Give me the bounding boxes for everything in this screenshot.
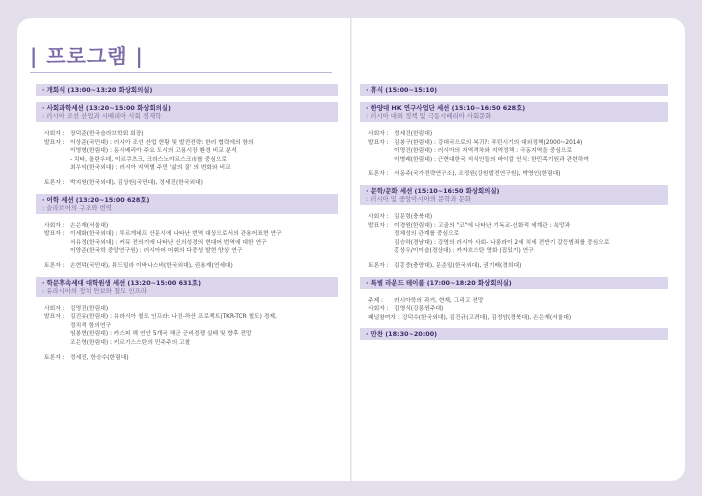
chair-name: 손은재(서울대)	[70, 222, 109, 229]
presenter-label: 발표자 :	[44, 139, 65, 146]
presenter-item: 홍상우/이이슬(경상대) : 카자흐스탄 영화 (집있기) 연구	[394, 248, 534, 255]
chair-name: 김영식(강릉원주대)	[394, 306, 444, 313]
session-title: · 학문후속세대 대학원생 세션 (13:20~15:00 631호)	[42, 278, 202, 287]
session-subtitle: : 슬라브어의 구조와 번역	[42, 203, 112, 212]
page-title: | 프로그램 |	[30, 44, 144, 68]
presenter-item: 이병래(한림대) : 근현대한국 지식인들의 바이칼 인식: 한민족기원과 관련하여	[394, 156, 589, 163]
presenter-item: 정치적 함의연구	[70, 322, 112, 329]
presenter-label: 발표자 :	[44, 231, 65, 238]
discussant-names: 서동주(국가전략연구소), 조정원(강원발전연구원), 박영인(한림대)	[394, 171, 561, 178]
title-divider	[30, 72, 332, 73]
session-body	[360, 289, 668, 323]
successor-session-header	[36, 277, 338, 297]
session-body	[36, 214, 338, 271]
presenter-item: 김승하(경남대) : 강영의 러시아 사회- 나롱라이 2세 치세 전반기 갈등범죄를 중심으로	[394, 239, 610, 246]
dinner-bar: · 만찬 (18:30~20:00)	[360, 328, 668, 340]
session-subtitle: : 유라시아의 정치 안보와 철도 인프라	[42, 286, 147, 295]
presenter-list	[394, 222, 609, 256]
topic-text: 러시아학의 과거, 현재, 그리고 전망	[394, 297, 484, 304]
presenter-label: 발표자 :	[44, 314, 65, 321]
session-body	[360, 122, 668, 179]
session-title: · 어학 세션 (13:20~15:00 628호)	[42, 195, 150, 204]
presenter-item: 최우익(한국외대) : 러시아 지역별 주민 '삶의 질' 의 변화와 비교	[70, 165, 231, 172]
chair-name: 정세진(한림대)	[394, 131, 433, 137]
session-subtitle: : 러시아 조선 산업과 시베리아 사회 경제학	[42, 112, 162, 120]
session-body	[360, 205, 668, 271]
session-title: · 사회과학세션 (13:20~15:00 화상회의실)	[42, 104, 171, 112]
panel-label: 패널참여자 :	[368, 314, 400, 321]
discussant-names: 김홍중(충양대), 문준일(한국외대), 권기배(경희대)	[394, 262, 522, 269]
presenter-list	[394, 139, 589, 165]
chair-name: 김영진(한림대)	[70, 305, 109, 312]
presenter-item: 이상준(국민대) : 러시아 조선 산업 현황 및 발전전략: 한러 협력에의 함의	[70, 139, 254, 146]
roundtable-session	[360, 277, 668, 323]
session-subtitle: : 러시아 대외 정책 및 극동시베리아 사회문화	[366, 112, 492, 120]
session-body	[36, 122, 338, 188]
presenter-item: 이영진(한림대) : 러시아의 지역격차와 지역정책 : 극동지역을 중심으로	[394, 148, 573, 155]
presenter-item: - 치타, 울란우데, 이르쿠츠크, 크라스노야르스크市를 중심으로	[70, 156, 228, 163]
discussant-names: 박지원(한국외대), 김상원(국민대), 정세진(한국외대)	[70, 179, 203, 186]
topic-label: 주제 :	[368, 297, 383, 304]
presenter-item: 정체성의 관계를 중심으로	[394, 231, 460, 238]
session-subtitle: : 러시아 및 중앙아시아의 문학과 문화	[366, 194, 471, 203]
chair-label: 사회자 :	[368, 213, 389, 220]
presenter-item: 조은영(한림대) : 키르기스스탄의 민주주의 고찰	[70, 339, 191, 346]
presenter-item: 김봉구(한림대) : 강대국으로의 복귀?: 푸틴시기의 대외정책(2000~2014)	[394, 139, 583, 146]
discussant-names: 손현덕(국민대), 류드밀라 이바나스비(한국외대), 권용재(연세대)	[70, 262, 233, 269]
hk-session	[360, 102, 668, 179]
discussant-label: 토론자 :	[44, 262, 65, 269]
roundtable-header: · 특별 라운드 테이블 (17:00~18:20 화상회의실)	[360, 277, 668, 289]
language-session-header	[36, 194, 338, 214]
presenter-list	[70, 313, 277, 347]
discussant-names: 정세진, 한승수(한림대)	[70, 354, 129, 361]
chair-label: 사회자 :	[44, 131, 65, 137]
chair-name: 김문령(충북대)	[394, 213, 433, 220]
presenter-list	[70, 139, 254, 173]
chair-label: 사회자 :	[44, 222, 65, 229]
left-column	[36, 84, 338, 362]
chair-label: 사회자 :	[368, 131, 389, 137]
panel-names: 강덕수(한국외대), 김진규(고려대), 김정암(경북대), 손은재(서울대)	[402, 314, 572, 321]
presenter-label: 발표자 :	[368, 139, 389, 146]
presenter-list	[70, 230, 282, 256]
presenter-item: 김진유(한림대) : 유라시아 철도 인프라: 나진-하산 프로젝트(TKR-TCR 철도) 경제,	[70, 314, 277, 321]
presenter-item: 이영형(한림대) : 동시베리아 주요 도시의 고용시장 환경 비교 분석	[70, 148, 237, 155]
right-column	[360, 84, 668, 340]
opening-bar: · 개회식 (13:00~13:20 화상회의실)	[36, 84, 338, 96]
discussant-label: 토론자 :	[44, 179, 65, 186]
presenter-item: 이경원(한림대) : 고골의 "코"에 나타난 기독교-신화적 세계관 : 욕망과	[394, 222, 571, 229]
discussant-label: 토론자 :	[368, 262, 389, 269]
presenter-item: 서유정(한국외대) : 커뮤 전의기에 나타난 신의성경의 현대어 번역에 대한 연구	[70, 239, 267, 246]
presenter-item: 이세화(한국외대) : 투르게네프 산문시에 나타난 번역 대상으로서의 관용어표현 연구	[70, 231, 282, 238]
chair-name: 장덕준(한국슬라브학회 회장)	[70, 131, 144, 137]
social-session-header	[36, 102, 338, 122]
session-title: · 한양대 HK 연구사업단 세션 (15:10~16:50 628호)	[366, 104, 526, 112]
session-body	[36, 297, 338, 363]
break-bar: · 휴식 (15:00~15:10)	[360, 84, 668, 96]
discussant-label: 토론자 :	[44, 354, 65, 361]
hk-session-header	[360, 102, 668, 122]
chair-label: 사회자 :	[44, 305, 65, 312]
presenter-item: 임봉현(한림대) : 카스피 해 연안 5개국 해군 군비경쟁 실태 및 향후 전망	[70, 331, 252, 338]
presenter-label: 발표자 :	[368, 222, 389, 229]
discussant-label: 토론자 :	[368, 171, 389, 178]
session-title: · 문학/문화 세션 (15:10~16:50 화상회의실)	[366, 186, 500, 195]
social-session	[36, 102, 338, 188]
presenter-item: 이양준(한국학 중앙연구원) : 러시아어 어휘의 다중성 발현 양상 연구	[70, 248, 243, 255]
page-fold	[350, 18, 352, 481]
successor-session	[36, 277, 338, 363]
literature-session	[360, 185, 668, 271]
chair-label: 사회자 :	[368, 306, 389, 313]
literature-session-header	[360, 185, 668, 205]
language-session	[36, 194, 338, 271]
